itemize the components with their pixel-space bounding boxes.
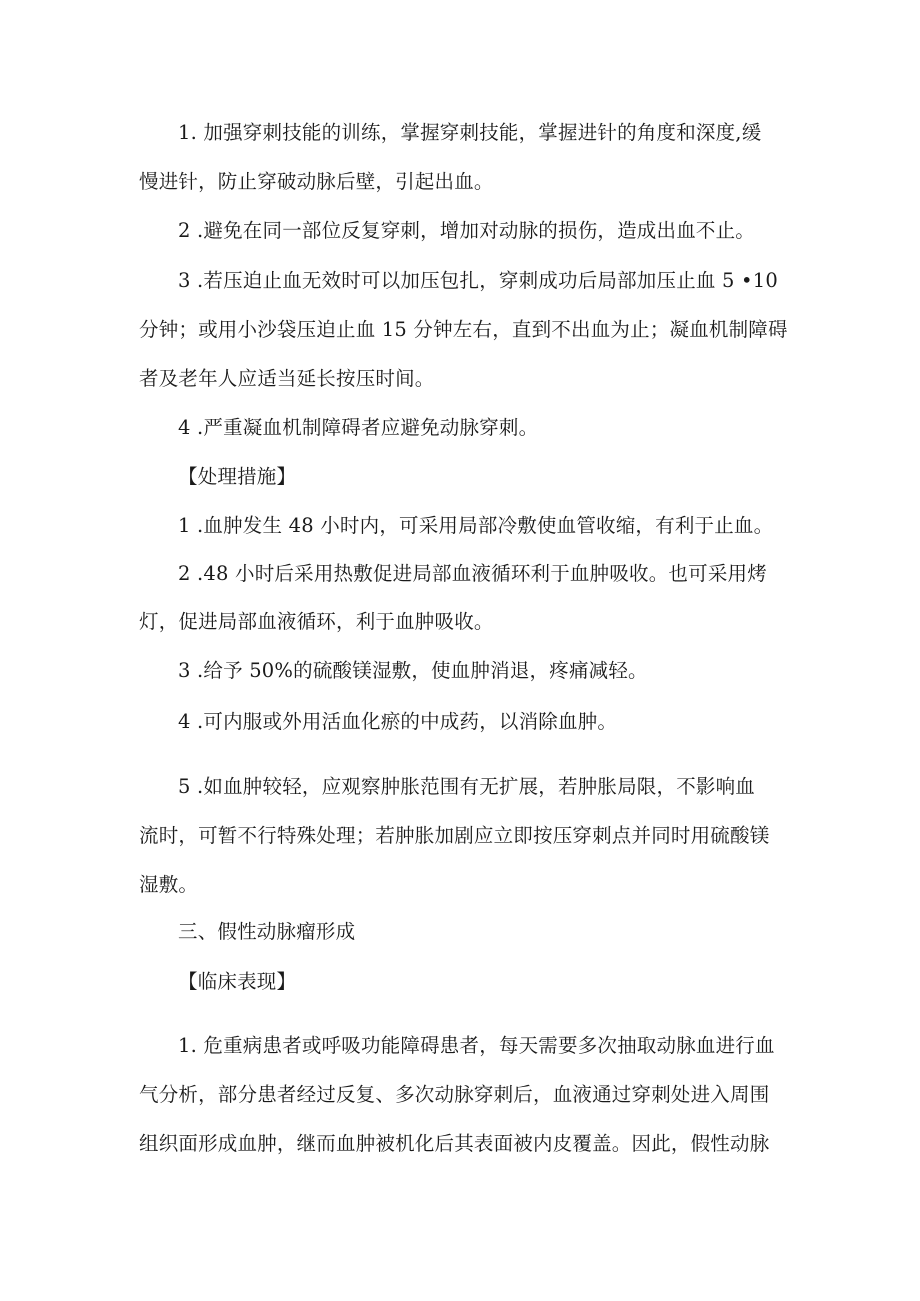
text-line: 湿敷。 (139, 873, 199, 896)
text-line: 2 .48 小时后采用热敷促进局部血液循环利于血肿吸收。也可采用烤 (178, 562, 767, 585)
text-line: 分钟；或用小沙袋压迫止血 15 分钟左右，直到不出血为止；凝血机制障碍 (139, 318, 788, 341)
section-heading: 【处理措施】 (178, 465, 297, 488)
section-heading: 【临床表现】 (178, 970, 297, 993)
text-line: 1. 危重病患者或呼吸功能障碍患者，每天需要多次抽取动脉血进行血 (178, 1034, 775, 1057)
text-line: 4 .严重凝血机制障碍者应避免动脉穿刺。 (178, 416, 539, 439)
text-line: 1 .血肿发生 48 小时内，可采用局部冷敷使血管收缩，有利于止血。 (178, 514, 774, 537)
section-heading: 三、假性动脉瘤形成 (178, 920, 356, 943)
text-line: 流时，可暂不行特殊处理；若肿胀加剧应立即按压穿刺点并同时用硫酸镁 (139, 824, 770, 847)
text-line: 4 .可内服或外用活血化瘀的中成药，以消除血肿。 (178, 710, 618, 733)
text-line: 气分析，部分患者经过反复、多次动脉穿刺后，血液通过穿刺处进入周围 (139, 1083, 770, 1106)
text-line: 慢进针，防止穿破动脉后壁，引起出血。 (139, 170, 494, 193)
text-line: 1. 加强穿刺技能的训练，掌握穿刺技能，掌握进针的角度和深度,缓 (178, 121, 762, 144)
text-line: 2 .避免在同一部位反复穿刺，增加对动脉的损伤，造成出血不止。 (178, 219, 756, 242)
text-line: 3 .给予 50%的硫酸镁湿敷，使血肿消退，疼痛减轻。 (178, 659, 648, 682)
text-line: 灯，促进局部血液循环，利于血肿吸收。 (139, 610, 494, 633)
text-line: 者及老年人应适当延长按压时间。 (139, 367, 435, 390)
text-line: 组织面形成血肿，继而血肿被机化后其表面被内皮覆盖。因此，假性动脉 (139, 1132, 770, 1155)
text-line: 3 .若压迫止血无效时可以加压包扎，穿刺成功后局部加压止血 5 •10 (178, 269, 778, 292)
text-line: 5 .如血肿较轻，应观察肿胀范围有无扩展，若肿胀局限，不影响血 (178, 775, 756, 798)
